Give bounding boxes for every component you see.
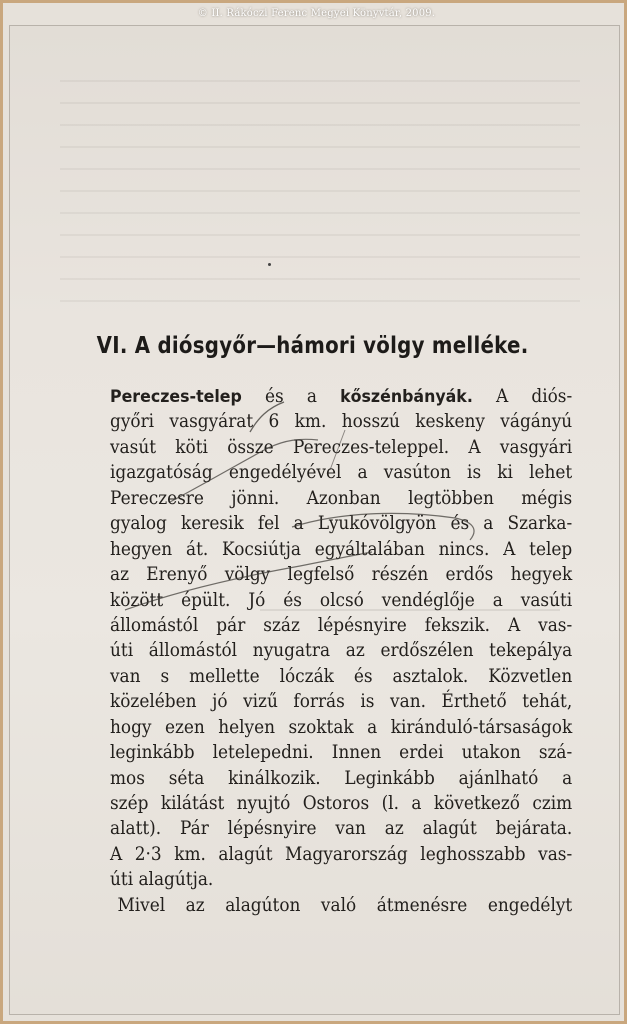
text-line: van s mellette lóczák és asztalok. Közvetlen: [110, 665, 573, 687]
text-line: alatt). Pár lépésnyire van az alagút bejárata.: [110, 818, 573, 840]
text-line-1: [110, 384, 572, 409]
text-line: hogy ezen helyen szoktak a kiránduló-társaságok: [110, 716, 573, 738]
ink-dot: [268, 263, 271, 266]
text-line: állomástól pár száz lépésnyire fekszik. A vas-: [110, 614, 573, 636]
text-line: között épült. Jó és olcsó vendéglője a vasúti: [110, 589, 573, 611]
text-line: A 2·3 km. alagút Magyarország leghosszabb vas-: [110, 843, 573, 865]
body-text: [110, 384, 572, 918]
heading-join: és a: [241, 386, 341, 407]
text-line: hegyen át. Kocsiútja egyáltalában nincs. A telep: [110, 538, 573, 560]
heading-pereczes-telep: Pereczes-telep: [110, 387, 242, 407]
text-line: úti állomástól nyugatra az erdőszélen tekepálya: [110, 640, 573, 662]
heading-koszenbanyak: kőszénbányák.: [340, 387, 473, 407]
text-line: vasút köti össze Pereczes-teleppel. A vasgyári: [110, 436, 573, 458]
text-line: leginkább letelepedni. Innen erdei utakon szá-: [110, 742, 573, 764]
text-line: mos séta kinálkozik. Leginkább ajánlható a: [110, 767, 573, 789]
text-line-1-rest: A diós-: [472, 386, 573, 407]
text-line: úti alagútja.: [110, 869, 214, 891]
text-line: Pereczesre jönni. Azonban legtöbben mégis: [110, 487, 573, 509]
text-line: igazgatóság engedélyével a vasúton is ki lehet: [110, 462, 573, 484]
paragraph-2-first-line: Mivel az alagúton való átmenésre engedélyt: [117, 894, 573, 916]
chapter-title: VI. A diósgyőr—hámori völgy melléke.: [96, 333, 529, 359]
bleed-through-text: [60, 60, 580, 320]
text-line: gyalog keresik fel a Lyukóvölgyön és a Szarka-: [110, 513, 573, 535]
text-line: közelében jó vizű forrás is van. Érthető tehát,: [110, 691, 573, 713]
text-line: az Erenyő völgy legfelső részén erdős hegyek: [110, 564, 573, 586]
text-line: szép kilátást nyujtó Ostoros (l. a következő czim: [110, 793, 573, 814]
text-line: győri vasgyárat 6 km. hosszú keskeny vágányú: [110, 411, 573, 433]
library-credit: © II. Rákóczi Ferenc Megyei Könyvtár, 2009.: [197, 8, 436, 19]
